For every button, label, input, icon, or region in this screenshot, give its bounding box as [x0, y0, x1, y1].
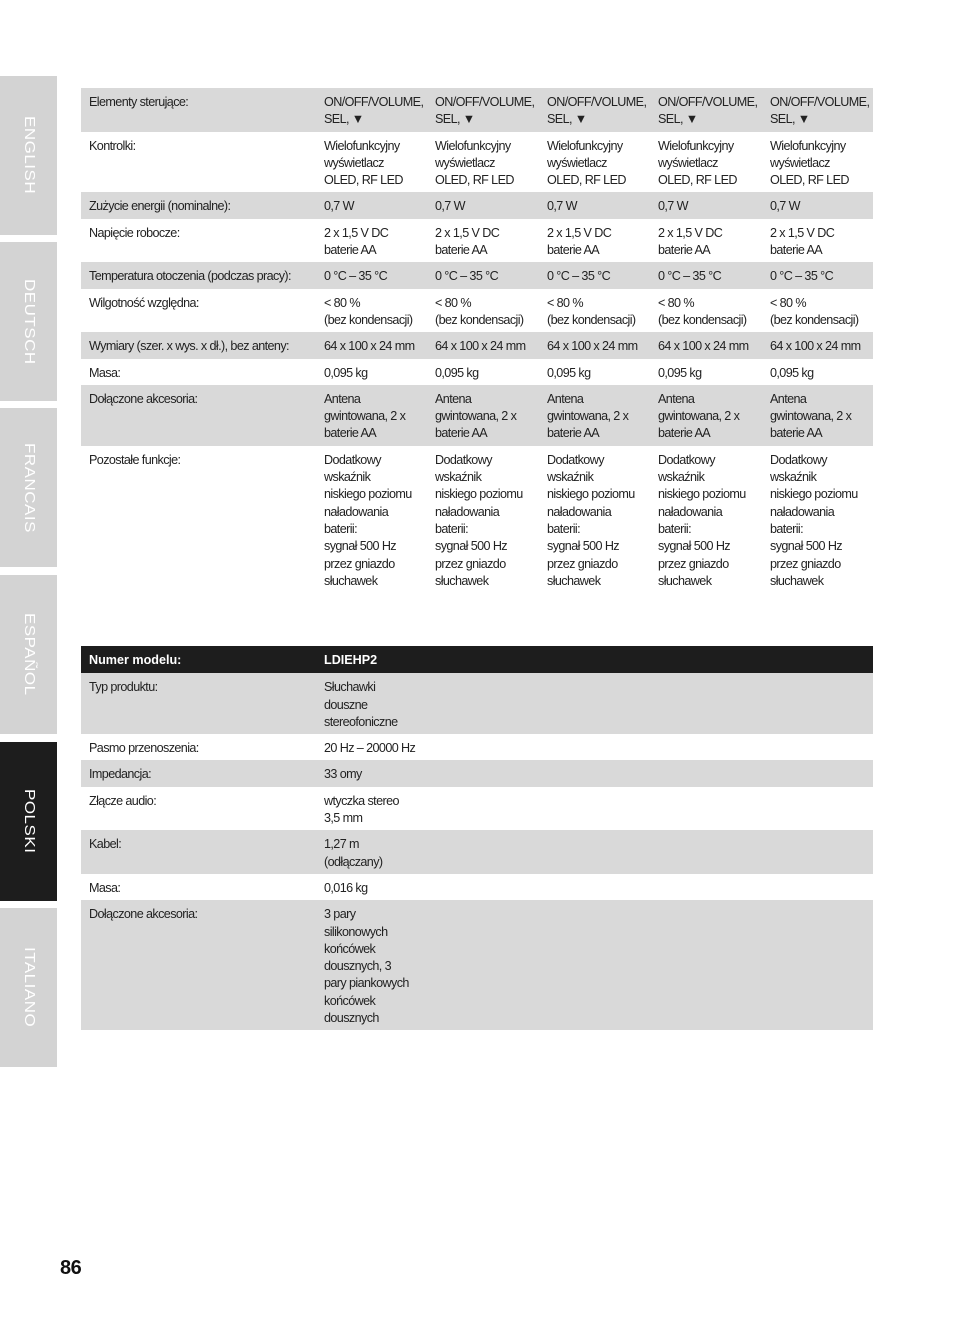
- spec-value: Antena gwintowana, 2 x baterie AA: [427, 385, 539, 446]
- tab-deutsch[interactable]: [0, 242, 57, 401]
- spec-value: 64 x 100 x 24 mm: [650, 332, 762, 358]
- spec-value: 0,016 kg: [316, 874, 873, 900]
- spec-label: Dołączone akcesoria:: [81, 385, 316, 446]
- tab-italiano[interactable]: [0, 908, 57, 1067]
- spec-label: Masa:: [81, 874, 316, 900]
- spec-value: Wielofunkcyjny wyświetlacz OLED, RF LED: [762, 132, 873, 193]
- spec-value: 64 x 100 x 24 mm: [539, 332, 650, 358]
- spec-value: 0,7 W: [762, 192, 873, 218]
- spec-label: Masa:: [81, 359, 316, 385]
- spec-value: Dodatkowy wskaźnik niskiego poziomu naładowania baterii: sygnał 500 Hz przez gniazdo słuchawek: [539, 446, 650, 593]
- spec-label: Typ produktu:: [81, 673, 316, 734]
- spec-label: Zużycie energii (nominalne):: [81, 192, 316, 218]
- spec-table-earphones: [81, 646, 873, 1030]
- spec-value: 0 °C – 35 °C: [650, 262, 762, 288]
- tab-espanol-label: ESPAÑOL: [20, 613, 37, 696]
- spec-value: 64 x 100 x 24 mm: [316, 332, 427, 358]
- spec-value: 0,095 kg: [762, 359, 873, 385]
- spec-value: < 80 % (bez kondensacji): [316, 289, 427, 333]
- spec-value: ON/OFF/VOLUME, SEL, ▼: [316, 88, 427, 132]
- tab-francais-label: FRANCAIS: [20, 442, 37, 533]
- table-row: [81, 446, 873, 593]
- spec-label: Złącze audio:: [81, 787, 316, 831]
- spec-label: Kabel:: [81, 830, 316, 874]
- spec-value: 0,7 W: [650, 192, 762, 218]
- tab-espanol[interactable]: [0, 575, 57, 734]
- spec-label: Pozostałe funkcje:: [81, 446, 316, 593]
- spec-label: Elementy sterujące:: [81, 88, 316, 132]
- spec-value: 0,7 W: [539, 192, 650, 218]
- spec-value: 2 x 1,5 V DC baterie AA: [316, 219, 427, 263]
- tab-francais[interactable]: [0, 408, 57, 567]
- spec-value: ON/OFF/VOLUME, SEL, ▼: [539, 88, 650, 132]
- spec-value: 0,7 W: [316, 192, 427, 218]
- tab-deutsch-label: DEUTSCH: [20, 278, 37, 365]
- spec-value: 20 Hz – 20000 Hz: [316, 734, 873, 760]
- spec-value: 0 °C – 35 °C: [427, 262, 539, 288]
- table-row: [81, 219, 873, 263]
- spec-table-transmitter: [81, 88, 873, 593]
- table-row: [81, 88, 873, 132]
- spec-value: Antena gwintowana, 2 x baterie AA: [650, 385, 762, 446]
- spec-value: Dodatkowy wskaźnik niskiego poziomu naładowania baterii: sygnał 500 Hz przez gniazdo słuchawek: [650, 446, 762, 593]
- spec-value: < 80 % (bez kondensacji): [650, 289, 762, 333]
- table-row: [81, 734, 873, 760]
- table-header-row: [81, 646, 873, 673]
- spec-value: 2 x 1,5 V DC baterie AA: [539, 219, 650, 263]
- spec-value: 0,095 kg: [650, 359, 762, 385]
- spec-label: Dołączone akcesoria:: [81, 900, 316, 1030]
- spec-value: Dodatkowy wskaźnik niskiego poziomu naładowania baterii: sygnał 500 Hz przez gniazdo słuchawek: [762, 446, 873, 593]
- spec-value: 1,27 m (odłączany): [316, 830, 873, 874]
- tab-english[interactable]: [0, 76, 57, 235]
- table-row: [81, 192, 873, 218]
- table-row: [81, 673, 873, 734]
- table-row: [81, 874, 873, 900]
- spec-value: 0,095 kg: [539, 359, 650, 385]
- table-row: [81, 385, 873, 446]
- spec-value: 0 °C – 35 °C: [316, 262, 427, 288]
- table-row: [81, 262, 873, 288]
- spec-label: Kontrolki:: [81, 132, 316, 193]
- spec-value: 0,095 kg: [427, 359, 539, 385]
- spec-value: Wielofunkcyjny wyświetlacz OLED, RF LED: [316, 132, 427, 193]
- spec-value: 0 °C – 35 °C: [539, 262, 650, 288]
- spec-value: < 80 % (bez kondensacji): [539, 289, 650, 333]
- spec-value: Wielofunkcyjny wyświetlacz OLED, RF LED: [427, 132, 539, 193]
- spec-value: 2 x 1,5 V DC baterie AA: [650, 219, 762, 263]
- table-row: [81, 332, 873, 358]
- spec-value: Antena gwintowana, 2 x baterie AA: [539, 385, 650, 446]
- spec-value: Dodatkowy wskaźnik niskiego poziomu naładowania baterii: sygnał 500 Hz przez gniazdo słuchawek: [427, 446, 539, 593]
- table-row: [81, 132, 873, 193]
- model-number-value: LDIEHP2: [316, 646, 873, 673]
- spec-value: 0,095 kg: [316, 359, 427, 385]
- spec-value: 0,7 W: [427, 192, 539, 218]
- spec-value: < 80 % (bez kondensacji): [427, 289, 539, 333]
- spec-label: Wilgotność względna:: [81, 289, 316, 333]
- spec-value: ON/OFF/VOLUME, SEL, ▼: [762, 88, 873, 132]
- tab-english-label: ENGLISH: [20, 116, 37, 195]
- spec-value: wtyczka stereo 3,5 mm: [316, 787, 873, 831]
- table-row: [81, 830, 873, 874]
- spec-value: ON/OFF/VOLUME, SEL, ▼: [427, 88, 539, 132]
- tab-italiano-label: ITALIANO: [20, 947, 37, 1028]
- spec-value: < 80 % (bez kondensacji): [762, 289, 873, 333]
- table-row: [81, 787, 873, 831]
- model-number-label: Numer modelu:: [81, 646, 316, 673]
- spec-value: 3 pary silikonowych końcówek dousznych, 3 pary piankowych końcówek dousznych: [316, 900, 873, 1030]
- spec-value: 0 °C – 35 °C: [762, 262, 873, 288]
- spec-label: Impedancja:: [81, 760, 316, 786]
- table-row: [81, 760, 873, 786]
- spec-value: Dodatkowy wskaźnik niskiego poziomu naładowania baterii: sygnał 500 Hz przez gniazdo słuchawek: [316, 446, 427, 593]
- spec-label: Napięcie robocze:: [81, 219, 316, 263]
- spec-value: Słuchawki douszne stereofoniczne: [316, 673, 873, 734]
- spec-value: ON/OFF/VOLUME, SEL, ▼: [650, 88, 762, 132]
- spec-value: Antena gwintowana, 2 x baterie AA: [762, 385, 873, 446]
- spec-value: Wielofunkcyjny wyświetlacz OLED, RF LED: [539, 132, 650, 193]
- page-number: 86: [60, 1257, 82, 1279]
- table-row: [81, 900, 873, 1030]
- spec-value: Antena gwintowana, 2 x baterie AA: [316, 385, 427, 446]
- tab-polski-label: POLSKI: [20, 789, 37, 854]
- table-row: [81, 289, 873, 333]
- table-row: [81, 359, 873, 385]
- spec-label: Temperatura otoczenia (podczas pracy):: [81, 262, 316, 288]
- spec-value: Wielofunkcyjny wyświetlacz OLED, RF LED: [650, 132, 762, 193]
- spec-label: Wymiary (szer. x wys. x dł.), bez anteny:: [81, 332, 316, 358]
- spec-value: 64 x 100 x 24 mm: [762, 332, 873, 358]
- spec-label: Pasmo przenoszenia:: [81, 734, 316, 760]
- spec-value: 2 x 1,5 V DC baterie AA: [427, 219, 539, 263]
- spec-value: 2 x 1,5 V DC baterie AA: [762, 219, 873, 263]
- spec-value: 33 omy: [316, 760, 873, 786]
- tab-polski[interactable]: [0, 742, 57, 901]
- spec-value: 64 x 100 x 24 mm: [427, 332, 539, 358]
